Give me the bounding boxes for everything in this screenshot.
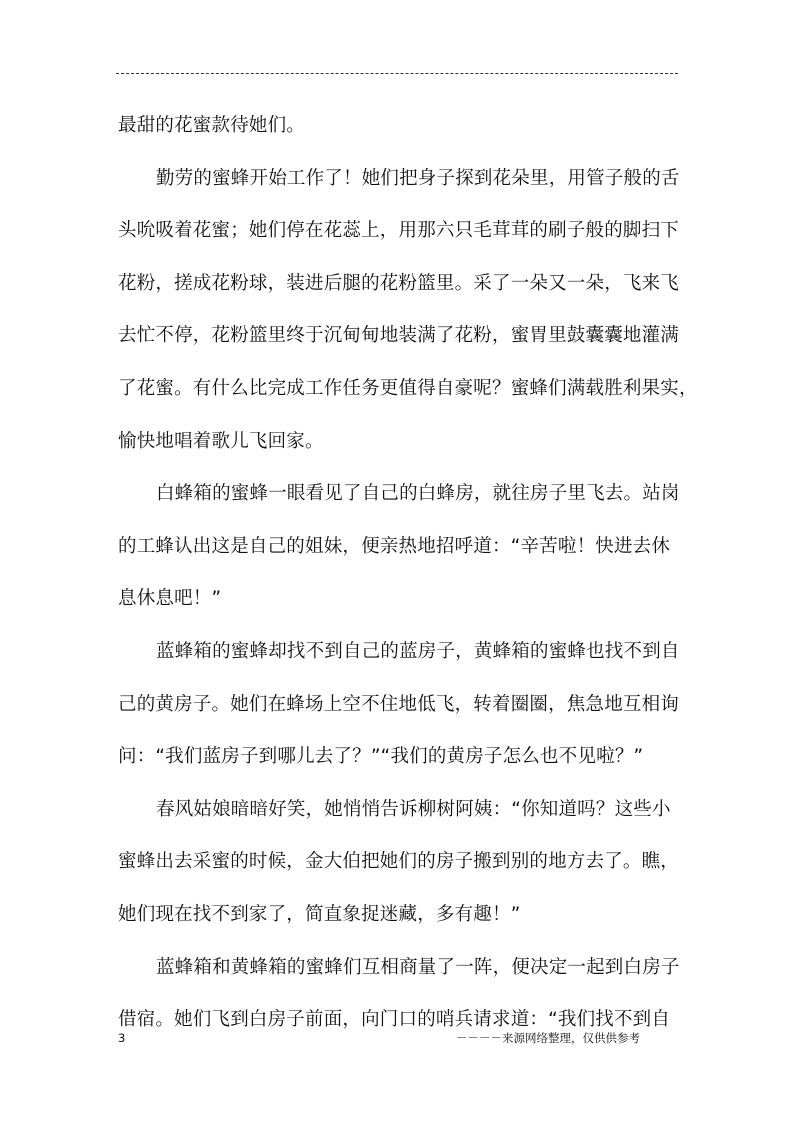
text-line: 蓝蜂箱的蜜蜂却找不到自己的蓝房子，黄蜂箱的蜜蜂也找不到自	[156, 640, 680, 662]
text-line: 去忙不停，花粉篮里终于沉甸甸地装满了花粉，蜜胃里鼓囊囊地灌满	[118, 325, 680, 347]
header-dashed-rule	[116, 73, 678, 74]
page-number: 3	[118, 1031, 126, 1045]
text-line: 春风姑娘暗暗好笑，她悄悄告诉柳树阿姨：“你知道吗？这些小	[156, 798, 671, 820]
text-line: 了花蜜。有什么比完成工作任务更值得自豪呢？蜜蜂们满载胜利果实，	[118, 377, 698, 399]
source-note: －－－－来源网络整理，仅供供参考	[456, 1031, 640, 1045]
text-line: 最甜的花蜜款待她们。	[118, 115, 306, 136]
body-text	[118, 100, 698, 1047]
text-line: 愉快地唱着歌儿飞回家。	[118, 430, 324, 452]
text-line: 蜜蜂出去采蜜的时候，金大伯把她们的房子搬到别的地方去了。瞧，	[118, 851, 680, 873]
text-line: 花粉，搓成花粉球，装进后腿的花粉篮里。采了一朵又一朵，飞来飞	[118, 272, 680, 294]
text-line: 头吮吸着花蜜；她们停在花蕊上，用那六只毛茸茸的刷子般的脚扫下	[118, 220, 680, 242]
text-line: 问：“我们蓝房子到哪儿去了？”“我们的黄房子怎么也不见啦？”	[118, 746, 644, 768]
text-line: 勤劳的蜜蜂开始工作了！她们把身子探到花朵里，用管子般的舌	[156, 167, 680, 189]
text-line: 的工蜂认出这是自己的姐妹，便亲热地招呼道：“辛苦啦！快进去休	[118, 535, 671, 557]
text-line: 己的黄房子。她们在蜂场上空不住地低飞，转着圈圈，焦急地互相询	[118, 693, 680, 715]
text-line: 息休息吧！”	[118, 588, 222, 610]
text-line: 她们现在找不到家了，简直象捉迷藏，多有趣！”	[118, 903, 521, 925]
text-line: 蓝蜂箱和黄蜂箱的蜜蜂们互相商量了一阵，便决定一起到白房子	[156, 956, 680, 978]
page-footer	[0, 1028, 794, 1048]
text-line: 借宿。她们飞到白房子前面，向门口的哨兵请求道：“我们找不到自	[118, 1009, 671, 1031]
text-line: 白蜂箱的蜜蜂一眼看见了自己的白蜂房，就往房子里飞去。站岗	[156, 483, 680, 505]
